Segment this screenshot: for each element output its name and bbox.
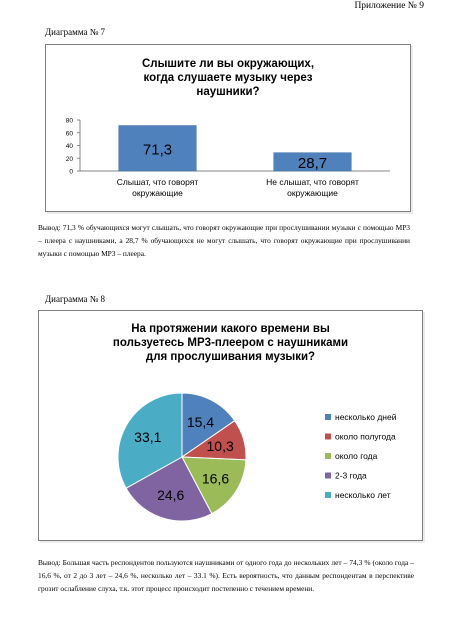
- y-tick-label: 0: [69, 168, 73, 176]
- diagram-7-chart: [45, 44, 411, 212]
- diagram-8-title-line: пользуетесь МР3-плеером с наушниками: [112, 337, 349, 349]
- y-tick-label: 60: [65, 130, 73, 138]
- pie-data-label: 33,1: [134, 428, 162, 445]
- legend-swatch: [325, 434, 331, 440]
- diagram-8-title-line: для прослушивания музыки?: [145, 351, 316, 363]
- legend-swatch: [325, 453, 331, 459]
- category-label: Не слышат, что говорят: [266, 177, 359, 187]
- legend-entry: 2-3 года: [335, 470, 367, 481]
- bar-chart-svg: [46, 45, 410, 211]
- pie-chart-svg: [39, 311, 422, 540]
- diagram-8-label: Диаграмма № 8: [45, 294, 106, 304]
- bar-data-label: 28,7: [297, 154, 328, 172]
- legend-entry: несколько дней: [335, 412, 397, 422]
- legend-entry: около года: [335, 451, 378, 461]
- legend-entry: несколько лет: [335, 490, 391, 500]
- legend-swatch: [325, 414, 331, 420]
- diagram-8-conclusion: Вывод: Большая часть респондентов пользуются наушниками от одного года до нескольких лет – 74,3 % (около года – 16,6 %, от 2 до 3 лет – 24,6 %, несколько лет – 33.1 %). Есть вероятность, что данным респондентам в перспективе грозит ослабление слуха, т.к. этот процесс происходит постепенно с течением времени.: [38, 558, 414, 593]
- legend-swatch: [325, 473, 331, 479]
- diagram-7-title-line: когда слушаете музыку через: [143, 72, 313, 84]
- pie-data-label: 15,4: [186, 413, 215, 430]
- diagram-8-chart: [38, 310, 423, 541]
- legend-swatch: [325, 492, 331, 498]
- category-label: Слышат, что говорят: [116, 177, 199, 187]
- legend-entry: около полугода: [335, 431, 396, 442]
- pie-data-label: 10,3: [206, 438, 234, 455]
- category-label: окружающие: [287, 188, 338, 198]
- diagram-7-title-line: наушники?: [196, 86, 260, 98]
- y-tick-label: 40: [65, 143, 73, 150]
- diagram-7-conclusion: Вывод: 71,3 % обучающихся могут слышать, что говорят окружающие при прослушивании музыки с помощью МР3 – плеера с наушниками, а 28,7 % обучающихся не могут слышать, что говорят окружающие при прослушивании музыки с помощью МР3 – плеера.: [38, 223, 410, 258]
- bar-data-label: 71,3: [142, 141, 173, 159]
- category-label: окружающие: [132, 188, 183, 198]
- diagram-7-label: Диаграмма № 7: [45, 27, 106, 37]
- pie-data-label: 24,6: [157, 487, 185, 504]
- pie-data-label: 16,6: [201, 470, 230, 487]
- appendix-label: Приложение № 9: [354, 1, 424, 11]
- diagram-7-title-line: Слышите ли вы окружающих,: [141, 58, 315, 70]
- y-tick-label: 20: [65, 155, 73, 163]
- diagram-8-title-line: На протяжении какого времени вы: [131, 323, 330, 335]
- y-tick-label: 80: [65, 117, 73, 125]
